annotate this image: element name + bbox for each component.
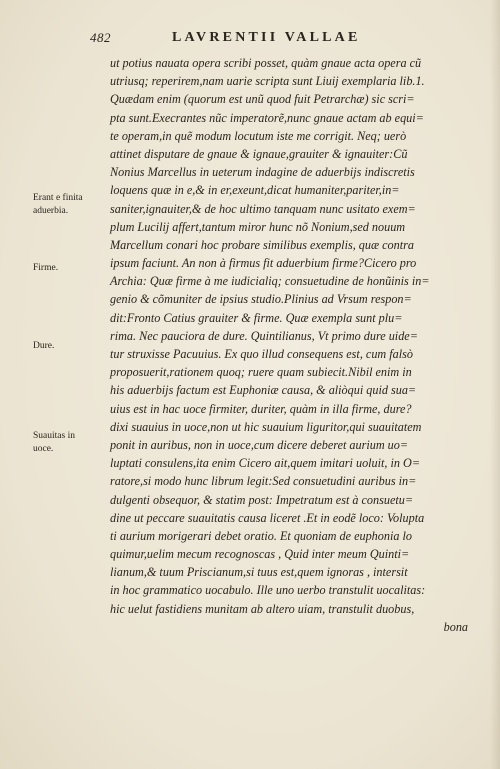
text-line: ut potius nauata opera scribi posset, quàm gnaue acta opera cũ xyxy=(110,56,422,70)
margin-note-line: aduerbia. xyxy=(33,205,69,216)
text-line: utriusq; reperirem,nam uarie scripta sunt Liuij exemplaria lib.1. xyxy=(110,74,425,89)
page-number: 482 xyxy=(90,30,111,45)
text-line: uius est in hac uoce firmiter, duriter, quàm in illa firme, dure? xyxy=(110,401,412,416)
text-line: Marcellum conari hoc probare similibus exemplis, quæ contra xyxy=(110,237,414,252)
text-line: hic uelut fastidiens munitam ab altero uiam, transtulit duobus, xyxy=(110,601,415,616)
margin-note-line: Dure. xyxy=(33,341,55,351)
text-line: ponit in auribus, non in uoce,cum dicere deberet aurium uo= xyxy=(110,437,409,452)
text-line: loquens quæ in e,& in er,exeunt,dicat humaniter,pariter,in= xyxy=(110,183,400,198)
page-edge-shadow xyxy=(490,0,500,769)
text-line: dit:Fronto Catius grauiter & firme. Quæ exempla sunt plu= xyxy=(110,310,403,325)
text-line: luptati consulens,ita enim Cicero ait,quem imitari uoluit, in O= xyxy=(110,456,421,471)
text-line: dine ut peccare suauitatis causa liceret .Et in eodẽ loco: Volupta xyxy=(110,510,425,525)
margin-note-line: uoce. xyxy=(33,443,54,454)
margin-note-dure xyxy=(33,340,105,353)
page-header xyxy=(0,30,500,50)
text-line: quimur,uelim mecum recognoscas , Quid inter meum Quinti= xyxy=(110,547,410,562)
text-line: dulgenti obsequor, & statim post: Impetratum est à consuetu= xyxy=(110,492,414,507)
margin-note-line: Firme. xyxy=(33,263,59,273)
catchword: bona xyxy=(443,619,468,634)
text-line: proposuerit,rationem quoq; ruere quam subiecit.Nibil enim in xyxy=(110,365,412,380)
text-line: tur struxisse Pacuuius. Ex quo illud consequens est, cum falsò xyxy=(110,347,413,361)
text-line: lianum,& tuum Priscianum,si tuus est,quem ignoras , intersit xyxy=(110,565,408,580)
margin-note-line: Erant e finita xyxy=(33,193,83,203)
text-line: ipsum faciunt. An non à firmus fit aduerbium firme?Cicero pro xyxy=(110,256,417,271)
body-text xyxy=(110,54,478,636)
margin-note-suauitas xyxy=(33,430,105,455)
text-line: rima. Nec pauciora de dure. Quintilianus, Vt primo dure uide= xyxy=(110,328,418,343)
margin-note-finita-adverbia xyxy=(33,192,105,217)
text-line: his aduerbijs factum est Euphoniæ causa, & aliòqui quid sua= xyxy=(110,383,417,398)
text-line: Nonius Marcellus in ueterum indagine de aduerbijs indiscretis xyxy=(110,165,415,180)
text-line: dixi suauius in uoce,non ut hic suauium liguritor,qui suauitatem xyxy=(110,419,422,434)
text-line: ti aurium morigerari debet oratio. Et quoniam de euphonia lo xyxy=(110,528,412,543)
margin-note-line: Suauitas in xyxy=(33,431,75,441)
text-line: genio & cõmuniter de ipsius studio.Plinius ad Vrsum respon= xyxy=(110,292,412,307)
text-line: saniter,ignauiter,& de hoc ultimo tanquam nunc usitato exem= xyxy=(110,201,416,216)
text-line: pta sunt.Execrantes nũc imperatorẽ,nunc gnaue actam ab equi= xyxy=(110,110,424,125)
text-line: attinet disputare de gnaue & ignaue,grauiter & ignauiter:Cũ xyxy=(110,146,408,161)
running-head: LAVRENTII VALLAE xyxy=(172,30,361,45)
margin-note-firme xyxy=(33,262,105,275)
text-line: ratore,si modo hunc librum legit:Sed consuetudini auribus in= xyxy=(110,474,417,489)
text-line: plum Lucilij affert,tantum miror hunc nõ Nonium,sed nouum xyxy=(110,219,406,234)
text-line: in hoc grammatico uocabulo. Ille uno uerbo transtulit uocalitas: xyxy=(110,583,426,598)
text-line: Archia: Quæ firme à me iudicialiq; consuetudine de honũinis in= xyxy=(110,274,430,289)
text-line: te operam,in quẽ modum locutum iste me corrigit. Neq; uerò xyxy=(110,128,407,143)
text-line: Quædam enim (quorum est unũ quod fuit Petrarchæ) sic scri= xyxy=(110,92,415,107)
